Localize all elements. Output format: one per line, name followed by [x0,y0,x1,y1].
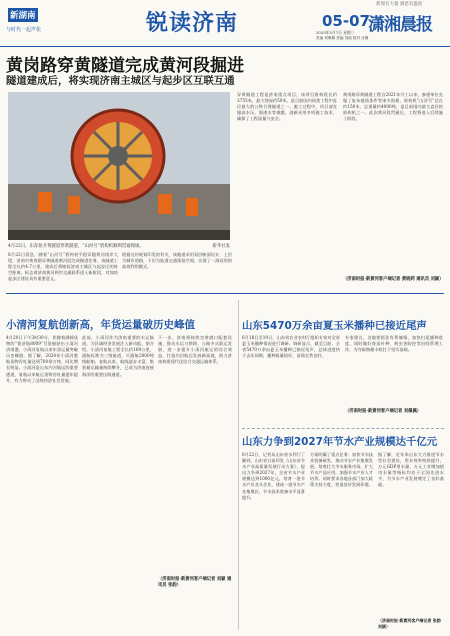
tunnel-boring-machine-illustration [8,92,230,240]
newspaper-logo: 潇湘晨报 [368,15,432,35]
top-slogan: 新闻有力量 感恩有温度 [376,2,423,7]
brand-slogan: 与时代一起声张 [6,27,42,33]
story2-body-col2: 此前，小清河作为济南重要的水运航道，为区域经济发展注入新动能。据介绍，小清河复航工程全长约169公里，通航标准为三级航道，可通航2000吨级船舶。复航以来，航线逐步丰富，集装箱运输量持续攀升，已成为济南连接海洋的重要出海通道。 [82,335,154,377]
issue-weekday: 2025年5月7日 星期三 [316,30,355,35]
story4-body-col3: 据了解，近年来山东大力推进节水型社会建设，用水效率持续提升，万元GDP用水量、万元工业增加值用水量等指标均处于全国先进水平，为节水产业发展奠定了良好基础。 [378,452,444,488]
lead-headline: 黄岗路穿黄隧道完成黄河段掘进 [6,56,244,76]
caption-text: 4月22日，东泺鱼开黄隧道穿黄隧道，“山河号”盾构机顺利贯通现场。 [8,244,144,249]
story4-body-col2: 方案明确了重点任务：加快节水技术装备研发，推动节水产业集聚发展，培育壮大节水服务市场，扩大节水产品应用，加强节水产业人才培养。同时要求各地各部门加大政策支持力度，营造良好发展环境。 [310,452,373,488]
lead-subhead: 隧道建成后，将实现济南主城区与起步区互联互通 [6,75,235,87]
editor-credits: 责编 刘佩佩 美编 刘曲 校对 沈珊 [316,36,369,40]
story4-byline: （济南时报·新黄河客户端记者 张韵 刘颖） [378,618,441,629]
story4-headline: 山东力争到2027年节水产业规模达千亿元 [242,436,438,448]
lead-body-col3: 穿黄隧道工程是济南重点项目，该项目盾构段长约3755米，最大埋深约50米，是目前国内同类工程中直径最大的公铁合建隧道之一。施工过程中，项目部克服高水压、强透水等难题，创新采用多项施工技术，确保了工程质量与安全。 [237,92,337,122]
lead-byline: （济南时报·新黄河客户端记者 黄晓莉 通讯员 刘颖） [343,277,444,282]
story2-headline: 小清河复航创新高，年货运量破历史峰值 [6,319,195,331]
lead-photo [8,92,230,240]
lead-body-col4: 黄岗路穿黄隧道工程自2021年开工以来，参建单位克服了复杂地质条件等诸多困难，盾构机“山河号”总长约150米，总重量约4000吨，是目前国内最大直径的盾构机之一。此次黄河段贯通后，工程将进入后续施工阶段。 [343,92,443,122]
section-divider [6,293,444,294]
story3-body-col2: 专家建议，各地要抓住有利墒情，加快扫尾播种进度，同时做好查苗补种、病虫害防控等田间管理工作，为夺取秋粮丰收打下坚实基础。 [345,335,443,353]
issue-date: 05-07 [322,12,370,30]
lead-body-col2: 根据这份规划印发的有关，该隧道采用双层断面设计，上层为城市道路，下层为轨道交通预留空间，实现了一洞双用的高效利用模式。 [122,252,232,270]
section-title: 锐读济南 [146,11,239,36]
photo-credit: 新华社发 [212,244,230,249]
column-divider [238,300,239,630]
masthead [0,0,450,48]
lead-body-col1: 8月22日消息，随着“山河号”盾构机平稳穿越黄河南岸大堤，济南市黄岗路穿黄隧道黄河段完成掘进任务。该隧道工程全长约4.7公里，建成后将缩短济南主城区与起步区的时空距离，标志着济南黄河两岸交通联系进入新阶段，对加快起步区建设具有重要意义。 [8,252,118,282]
lead-photo-caption [8,243,230,249]
story3-body-col1: 6月18日至19日，山东省农业农村厅组织专家对全省夏玉米播种情况进行调研。调研显示，截至目前，全省5470万余亩夏玉米播种已接近尾声，总体进度快于去年同期，播种质量较好，苗情长势良好。 [242,335,340,359]
story2-byline: （济南时报·新黄河客户端记者 刘颖 通讯员 张韵） [158,577,232,588]
story3-headline: 山东5470万余亩夏玉米播种已接近尾声 [242,320,427,332]
story4-body-col1: 6月22日，记者从山东省水利厅了解到，山东省日前印发《山东省节水产业高质量发展行动方案》，提出力争到2027年，全省节水产业规模达到1000亿元，培育一批节水产业龙头企业，建成一批节水产业集聚区，节水技术装备水平显著提升。 [242,452,305,500]
story2-body-col3: 下一步，济南将持续完善港口配套设施，推动水运与铁路、公路多式联运发展，进一步提升小清河航运的综合效益，打造内河航运发展新高地，助力济南构建现代化综合交通运输体系。 [158,335,232,365]
story-divider [242,428,444,429]
story2-body-col1: 4月20日下午3时30分，伴随着满载货物的“鲁济航8009”号货船驶出小清河济南港，小清河复航以来年货运量突破历史峰值。据了解，2024年小清河港航货物吞吐量达到700余万吨，同比增长明显。小清河是山东内河航运的重要通道，复航以来航运货物吞吐量逐年提升，有力带动了沿线经济社会发展。 [6,335,78,383]
brand-name: 新湖南 [10,11,36,21]
story3-byline: （济南时报·新黄河客户端记者 刘佩佩） [345,409,422,414]
masthead-rule [0,46,450,47]
